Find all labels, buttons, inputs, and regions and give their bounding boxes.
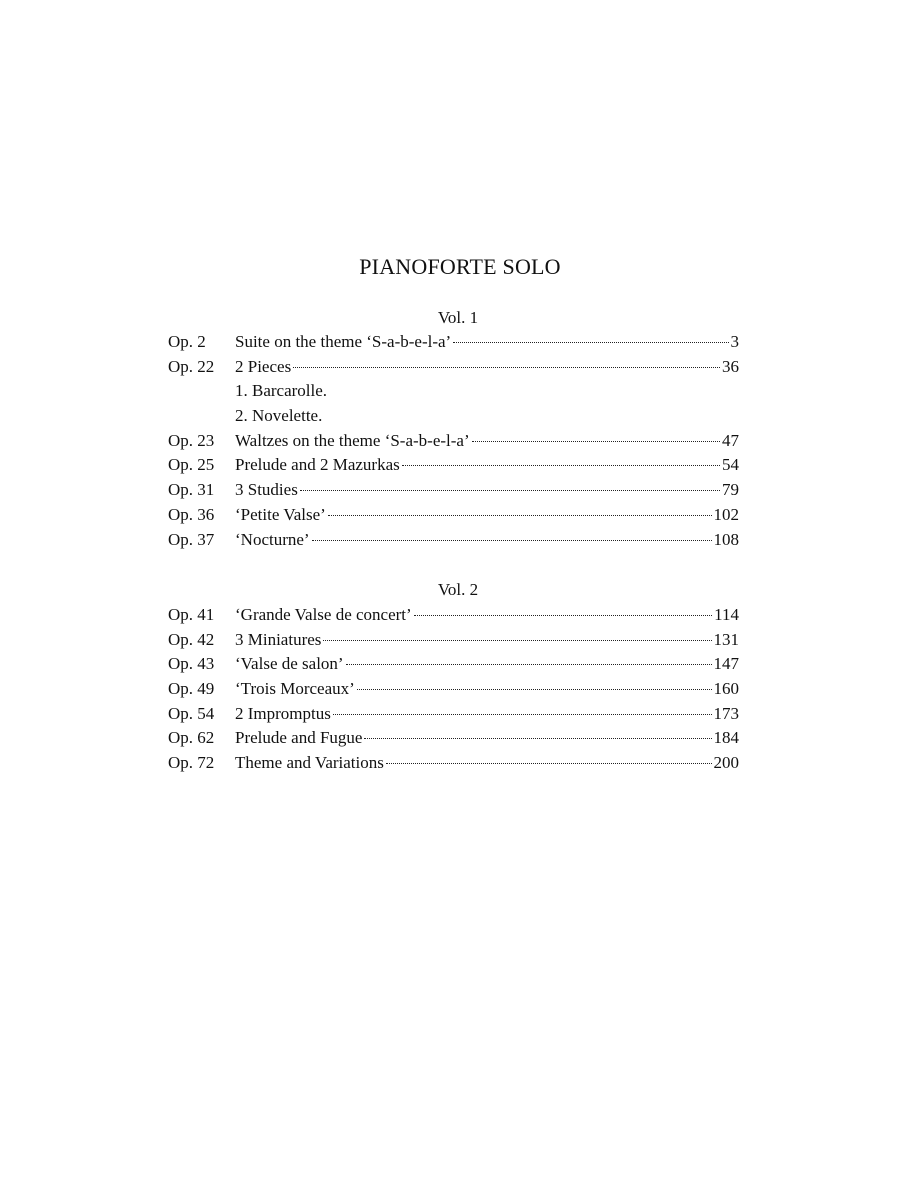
page-number: 102 bbox=[713, 504, 739, 524]
entry-content bbox=[235, 628, 739, 653]
toc-entry bbox=[168, 603, 739, 628]
work-title: 1. Barcarolle. bbox=[235, 381, 328, 401]
entry-content bbox=[235, 453, 739, 478]
page-number: 184 bbox=[713, 728, 739, 748]
toc-entry bbox=[168, 453, 739, 478]
dot-leader bbox=[364, 738, 711, 739]
page-number: 36 bbox=[722, 356, 739, 376]
work-title: Prelude and 2 Mazurkas bbox=[235, 455, 400, 475]
toc-entry bbox=[168, 478, 739, 503]
work-title: ‘Nocturne’ bbox=[235, 529, 310, 549]
vol-1-heading: Vol. 1 bbox=[437, 308, 479, 327]
toc-entry bbox=[168, 677, 739, 702]
toc-entry bbox=[168, 355, 739, 380]
dot-leader bbox=[312, 540, 712, 541]
work-title: 3 Studies bbox=[235, 480, 298, 500]
opus-number: Op. 36 bbox=[168, 504, 215, 524]
page-number: 108 bbox=[713, 529, 739, 549]
toc-entry bbox=[168, 726, 739, 751]
dot-leader bbox=[402, 465, 720, 466]
work-title: 2 Pieces bbox=[235, 356, 292, 376]
work-title: Prelude and Fugue bbox=[235, 728, 363, 748]
dot-leader bbox=[293, 367, 720, 368]
entry-content bbox=[235, 603, 739, 628]
toc-entry bbox=[168, 528, 739, 553]
opus-number: Op. 37 bbox=[168, 529, 215, 549]
entry-content bbox=[235, 503, 739, 528]
entry-content bbox=[235, 478, 739, 503]
toc-vol-1 bbox=[168, 330, 739, 552]
toc-entry bbox=[168, 379, 739, 404]
page-number: 114 bbox=[714, 605, 739, 624]
page-number: 200 bbox=[713, 753, 739, 773]
opus-number: Op. 43 bbox=[168, 654, 215, 674]
page-number: 47 bbox=[722, 430, 739, 450]
page-number: 131 bbox=[713, 629, 739, 649]
entry-content bbox=[235, 528, 739, 553]
work-title: ‘Trois Morceaux’ bbox=[235, 679, 355, 699]
toc-entry bbox=[168, 429, 739, 454]
dot-leader bbox=[333, 714, 712, 715]
entry-content bbox=[235, 652, 739, 677]
opus-number: Op. 62 bbox=[168, 728, 215, 748]
opus-number: Op. 41 bbox=[168, 605, 215, 624]
opus-number: Op. 42 bbox=[168, 629, 215, 649]
toc-entry bbox=[168, 503, 739, 528]
dot-leader bbox=[357, 689, 712, 690]
vol-2-heading: Vol. 2 bbox=[437, 580, 479, 599]
toc-entry bbox=[168, 330, 739, 355]
page-number: 3 bbox=[730, 332, 739, 351]
opus-number: Op. 54 bbox=[168, 703, 215, 723]
entry-content bbox=[235, 330, 739, 355]
opus-number: Op. 25 bbox=[168, 455, 215, 475]
opus-number: Op. 72 bbox=[168, 753, 215, 773]
dot-leader bbox=[328, 515, 712, 516]
entry-content bbox=[235, 726, 739, 751]
opus-number: Op. 22 bbox=[168, 356, 215, 376]
work-title: Theme and Variations bbox=[235, 753, 384, 773]
work-title: ‘Grande Valse de concert’ bbox=[235, 605, 412, 624]
work-title: Suite on the theme ‘S-a-b-e-l-a’ bbox=[235, 332, 452, 351]
work-title: 3 Miniatures bbox=[235, 629, 322, 649]
entry-content bbox=[235, 677, 739, 702]
work-title: ‘Valse de salon’ bbox=[235, 654, 344, 674]
page-number: 173 bbox=[713, 703, 739, 723]
opus-number: Op. 2 bbox=[168, 332, 206, 351]
opus-number: Op. 31 bbox=[168, 480, 215, 500]
entry-content bbox=[235, 379, 739, 404]
opus-number: Op. 49 bbox=[168, 679, 215, 699]
work-title: 2 Impromptus bbox=[235, 703, 331, 723]
dot-leader bbox=[414, 615, 712, 616]
entry-content bbox=[235, 751, 739, 776]
entry-content bbox=[235, 355, 739, 380]
toc-entry bbox=[168, 702, 739, 727]
dot-leader bbox=[300, 490, 720, 491]
page-title: PIANOFORTE SOLO bbox=[359, 254, 561, 279]
toc-entry bbox=[168, 404, 739, 429]
page-number: 147 bbox=[713, 654, 739, 674]
dot-leader bbox=[453, 342, 728, 343]
page-number: 160 bbox=[713, 679, 739, 699]
toc-entry bbox=[168, 652, 739, 677]
toc-vol-2 bbox=[168, 603, 739, 776]
dot-leader bbox=[346, 664, 712, 665]
entry-content bbox=[235, 404, 739, 429]
page-number: 79 bbox=[722, 480, 739, 500]
work-title: ‘Petite Valse’ bbox=[235, 504, 326, 524]
toc-entry bbox=[168, 751, 739, 776]
toc-entry bbox=[168, 628, 739, 653]
dot-leader bbox=[472, 441, 720, 442]
dot-leader bbox=[386, 763, 712, 764]
entry-content bbox=[235, 429, 739, 454]
entry-content bbox=[235, 702, 739, 727]
dot-leader bbox=[323, 640, 711, 641]
work-title: 2. Novelette. bbox=[235, 406, 323, 426]
work-title: Waltzes on the theme ‘S-a-b-e-l-a’ bbox=[235, 430, 470, 450]
page-number: 54 bbox=[722, 455, 739, 475]
opus-number: Op. 23 bbox=[168, 430, 215, 450]
